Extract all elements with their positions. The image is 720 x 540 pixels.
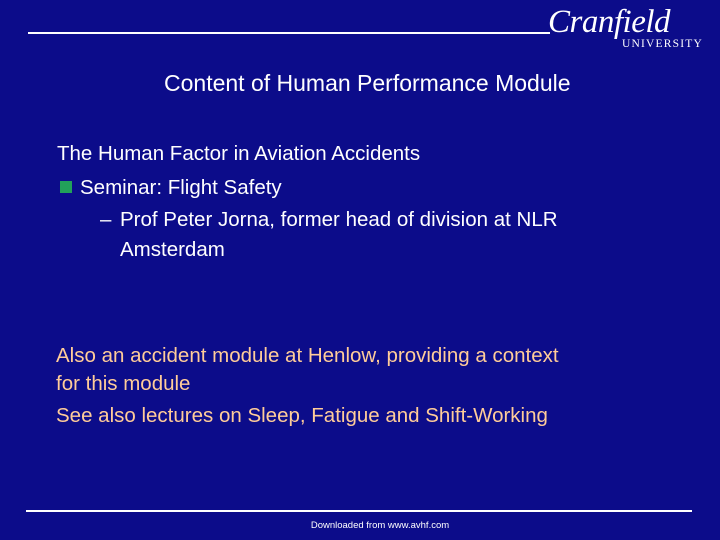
bottom-divider — [26, 510, 692, 512]
see-also-line: See also lectures on Sleep, Fatigue and Shift-Working — [56, 404, 548, 427]
sub-bullet-continuation: Amsterdam — [120, 238, 225, 261]
note-line: Also an accident module at Henlow, providing a context — [56, 344, 559, 367]
logo-name: Cranfield — [548, 4, 671, 40]
dash-bullet-icon: – — [100, 208, 112, 231]
slide-title: Content of Human Performance Module — [164, 70, 571, 96]
bullet-item — [60, 176, 282, 200]
note-paragraph — [56, 342, 676, 398]
logo-subtitle: UNIVERSITY — [622, 38, 703, 50]
sub-bullet-text: Prof Peter Jorna, former head of division at NLR — [120, 208, 558, 231]
top-divider — [28, 32, 550, 34]
square-bullet-icon — [60, 181, 72, 193]
bullet-text: Seminar: Flight Safety — [80, 176, 282, 199]
footer-source: Downloaded from www.avhf.com — [310, 520, 450, 531]
body-line: The Human Factor in Aviation Accidents — [57, 142, 421, 165]
cranfield-logo — [548, 4, 703, 54]
sub-bullet-item — [100, 208, 558, 232]
note-line: for this module — [56, 372, 191, 395]
